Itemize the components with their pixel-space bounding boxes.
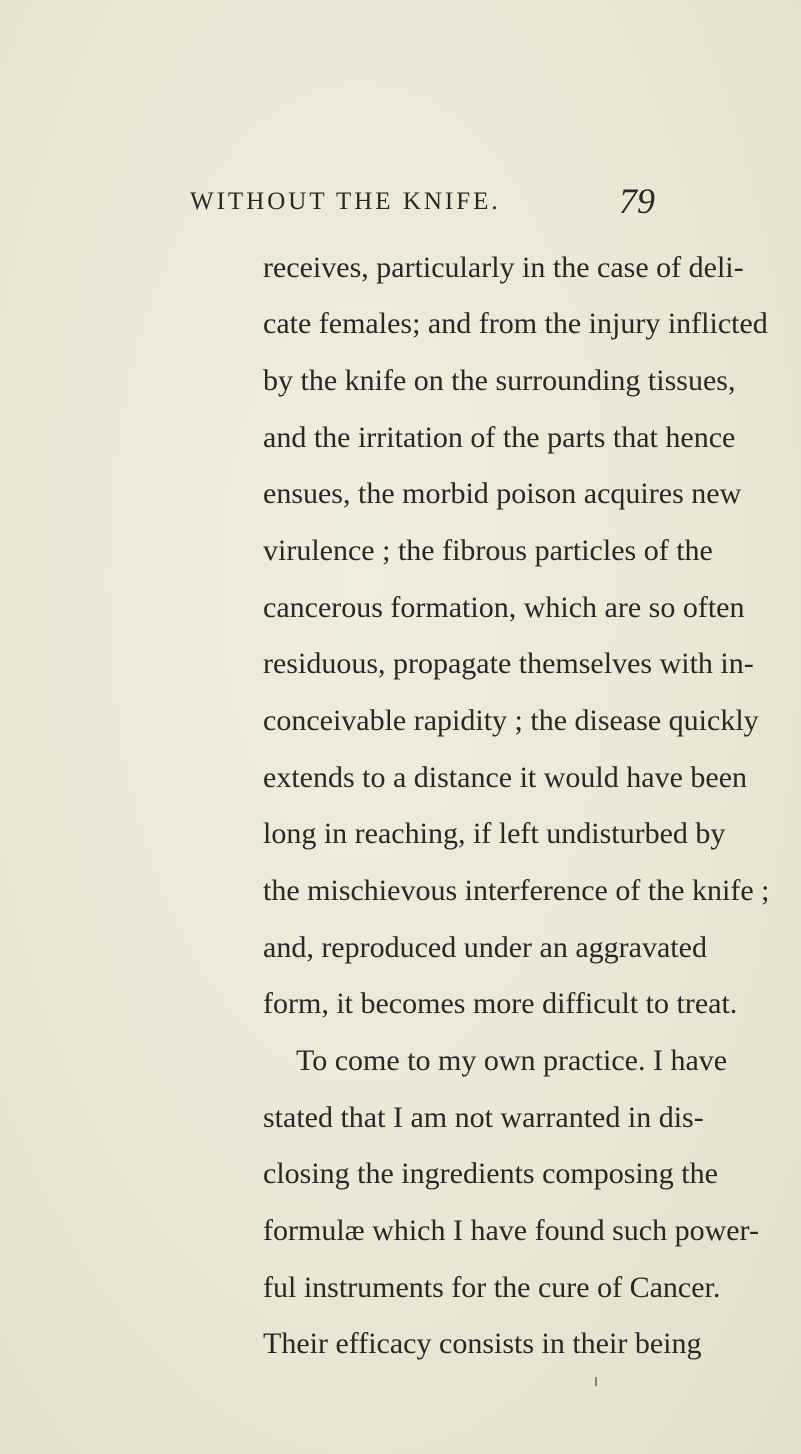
text-line: conceivable rapidity ; the disease quickly (263, 704, 759, 737)
paragraph-first-line: To come to my own practice. I have (296, 1044, 728, 1077)
text-line: the mischievous interference of the knife ; (263, 874, 770, 907)
page-number: 79 (619, 181, 655, 221)
ink-mark (595, 1377, 597, 1386)
text-line: and, reproduced under an aggravated (263, 931, 707, 964)
running-title: WITHOUT THE KNIFE. (190, 188, 501, 215)
text-line: extends to a distance it would have been (263, 761, 748, 794)
text-line: cate females; and from the injury inflicted (263, 307, 768, 340)
text-line: Their efficacy consists in their being (263, 1327, 702, 1360)
text-line: and the irritation of the parts that hence (263, 421, 736, 454)
text-line: cancerous formation, which are so often (263, 591, 745, 624)
text-line: by the knife on the surrounding tissues, (263, 364, 736, 397)
text-line: formulæ which I have found such power- (263, 1214, 759, 1247)
text-line: closing the ingredients composing the (263, 1157, 718, 1190)
text-line: form, it becomes more difficult to treat. (263, 987, 738, 1020)
text-line: ensues, the morbid poison acquires new (263, 477, 742, 510)
text-line: receives, particularly in the case of deli- (263, 251, 744, 284)
running-header (0, 180, 801, 230)
text-line: virulence ; the fibrous particles of the (263, 534, 713, 567)
text-line: ful instruments for the cure of Cancer. (263, 1271, 721, 1304)
text-line: long in reaching, if left undisturbed by (263, 817, 726, 850)
text-line: stated that I am not warranted in dis- (263, 1101, 704, 1134)
text-line: residuous, propagate themselves with in- (263, 647, 754, 680)
